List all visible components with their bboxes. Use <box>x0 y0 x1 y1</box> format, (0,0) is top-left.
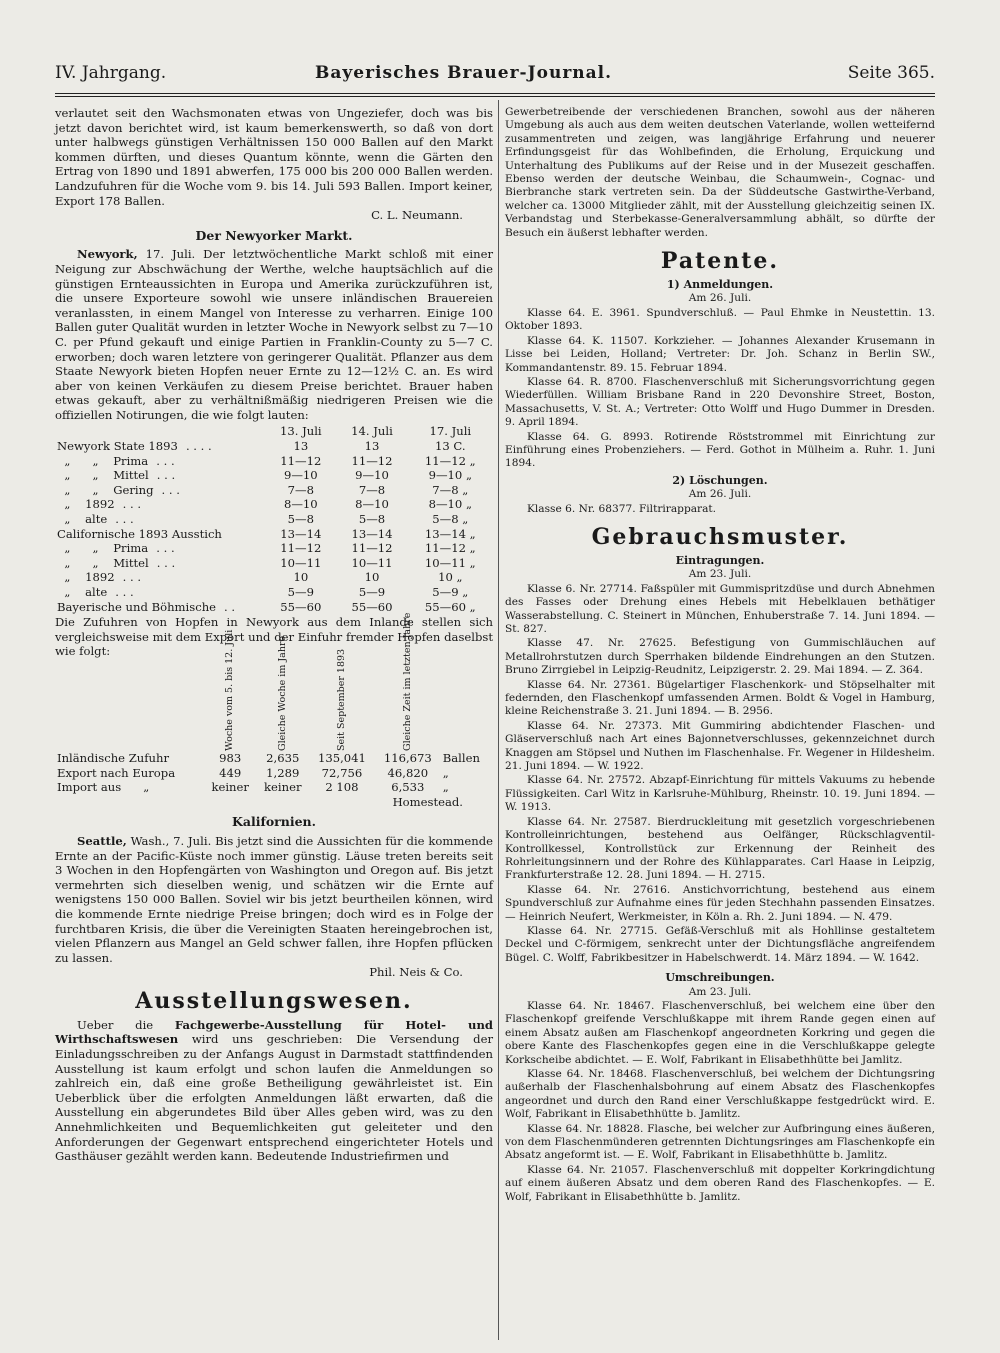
price-row <box>55 454 493 469</box>
supply-table-body <box>55 751 493 795</box>
newyork-heading: Der Newyorker Markt. <box>195 227 353 243</box>
price-row <box>55 527 493 542</box>
exhibition-pre: Ueber die <box>77 1017 175 1032</box>
intro-signature: C. L. Neumann. <box>371 208 463 223</box>
price-row-dots: . . . <box>122 570 142 585</box>
price-value: 10—11 <box>280 555 322 570</box>
registrations-heading: Eintragungen. <box>675 553 765 567</box>
supply-row <box>55 751 493 766</box>
price-row-label: „ „ Prima <box>57 541 149 556</box>
california-heading: Kalifornien. <box>232 814 316 830</box>
column-divider <box>498 100 499 1340</box>
deletions-date: Am 26. Juli. <box>688 488 752 501</box>
supply-unit: „ <box>442 780 449 795</box>
price-row-label-cell <box>55 556 265 571</box>
price-value: 10 <box>293 570 309 585</box>
supply-value: keiner <box>211 780 249 795</box>
transfers-list <box>505 1000 935 1204</box>
price-col-header: 14. Juli <box>351 424 393 439</box>
price-value: 10 „ <box>438 570 463 585</box>
patents-heading: Patente. <box>660 248 780 275</box>
supply-value: 6,533 <box>391 780 425 795</box>
price-row-label-cell <box>55 585 265 600</box>
price-row-label: Newyork State 1893 <box>57 439 178 454</box>
price-row <box>55 468 493 483</box>
supply-row-label: Import aus „ <box>57 780 150 795</box>
supply-col-header: Gleiche Zeit im letzten Jahre <box>401 612 413 751</box>
transfers-date: Am 23. Juli. <box>688 985 752 998</box>
deletions-list <box>505 503 935 516</box>
price-table <box>55 424 493 614</box>
supply-footnote: Homestead. <box>392 794 463 809</box>
patent-entry: Klasse 64. Nr. 27572. Abzapf-Einrichtung für mittels Vakuums zu hebende Flüssigkeiten. Carl Witz in Karlsruhe-Mühlburg, Rheinstr. 10. 19. Juni 1894. — W. 1913. <box>505 774 935 814</box>
price-value: 11—12 <box>280 541 322 556</box>
price-value: 8—10 „ <box>428 497 472 512</box>
registrations-date: Am 23. Juli. <box>688 568 752 581</box>
supply-row-label: Export nach Europa <box>57 765 176 780</box>
applications-date: Am 26. Juli. <box>688 292 752 305</box>
patent-entry: Klasse 64. Nr. 21057. Flaschenverschluß mit doppelter Korkringdichtung auf einem äußeren Absatz und dem oberen Rand des Flaschenkopfes. — E. Wolf, Fabrikant in Elisabethhütte b. Jamlitz. <box>505 1163 935 1203</box>
header-rule-thin <box>55 96 935 97</box>
left-column <box>55 106 493 1164</box>
price-row <box>55 600 493 615</box>
price-row <box>55 585 493 600</box>
supply-col-header: Woche vom 5. bis 12. Juli <box>223 629 235 751</box>
price-value: 11—12 „ <box>424 541 476 556</box>
exhibition-heading: Ausstellungswesen. <box>135 987 413 1014</box>
price-row <box>55 439 493 454</box>
california-lead: Seattle, <box>77 833 127 848</box>
patent-entry: Klasse 64. G. 8993. Rotirende Röststrommel mit Einrichtung zur Einführung eines Probenziehers. — Ferd. Gothot in Mülheim a. Ruhr. 1. Juni 1894. <box>505 430 935 470</box>
supply-intro: Die Zufuhren von Hopfen in Newyork aus dem Inlande stellen sich vergleichsweise mit dem Export und der Einfuhr fremder Hopfen daselbst wie folgt: <box>55 615 493 659</box>
applications-list <box>505 307 935 471</box>
patent-entry: Klasse 64. Nr. 27715. Gefäß-Verschluß mit als Hohllinse gestaltetem Deckel und C-förmigem, senkrecht unter der Dichtungsfläche angreifendem Bügel. C. Wolff, Fabrikbesitzer in Habelschwerdt. 14. März 1894. — W. 1642. <box>505 924 935 964</box>
patent-entry: Klasse 64. Nr. 18468. Flaschenverschluß, bei welchem der Dichtungsring außerhalb der Flaschenhalsbohrung auf einem Absatz des Flaschenkopfes angeordnet und durch den Rand einer Verschlußkappe festgedrückt wird. E. Wolf, Fabrikant in Elisabethhütte b. Jamlitz. <box>505 1068 935 1121</box>
exhibition-paragraph <box>55 1018 493 1164</box>
supply-value: 983 <box>219 750 242 765</box>
price-row-dots: . . . <box>115 512 134 527</box>
newyork-text: 17. Juli. Der letztwöchentliche Markt schloß mit einer Neigung zur Abschwächung der Werthe, welche hauptsächlich auf die günstigen Ernteaussichten in Europa und Amerika zurückzuführen ist, die unsere Exporteure sowohl wie unsere inländischen Brauereien veranlassten, in einem Mangel von Interesse zu verharren. Einige 100 Ballen guter Qualität wurden in letzter Woche in Newyork selbst zu 7—10 C. per Pfund gekauft und einige Partien in Franklin-County zu 5—7 C. erworben; doch waren letztere von geringerer Qualität. Pflanzer aus dem Staate Newyork bieten Hopfen neuer Ernte zu 12—12½ C. an. Es wird aber von keinen Verkäufen zu diesem Preise berichtet. Brauer haben etwas gekauft, aber zu verhältnißmäßig niedrigeren Preisen wie die offiziellen Notirungen, die wie folgt lauten: <box>55 247 493 422</box>
patent-entry: Klasse 64. Nr. 27373. Mit Gummiring abdichtender Flaschen- und Gläserverschluß nach Art eines Bajonnetverschlusses, gekennzeichnet durch Knaggen am Stöpsel und Nuthen im Flaschenhalse. Fr. Wegener in Hildesheim. 21. Juni 1894. — W. 1922. <box>505 719 935 773</box>
price-row-dots: . . . <box>156 468 176 483</box>
price-table-header <box>55 424 493 439</box>
patent-entry: Klasse 64. Nr. 27616. Anstichvorrichtung, bestehend aus einem Spundverschluß zur Aufnahme eines für jeden Stechhahn passenden Einsatzes. — Heinrich Neufert, Werkmeister, in Köln a. Rh. 2. Juni 1894. — N. 479. <box>505 883 935 923</box>
price-row-label: „ „ Mittel <box>57 468 149 483</box>
supply-row <box>55 766 493 781</box>
journal-title: Bayerisches Brauer-Journal. <box>315 63 613 83</box>
price-col-header: 17. Juli <box>429 424 472 439</box>
supply-unit: Ballen <box>442 750 480 765</box>
volume-label: IV. Jahrgang. <box>55 63 167 83</box>
price-value: 11—12 <box>280 453 322 468</box>
supply-value: 116,673 <box>383 750 432 765</box>
price-row <box>55 570 493 585</box>
price-row-dots: . . . . <box>185 439 212 454</box>
patent-entry: Klasse 64. R. 8700. Flaschenverschluß mit Sicherungsvorrichtung gegen Wiederfüllen. William Brisbane Rand in 220 Devonshire Street, Boston, Massachusetts, V. St. A.; Vertreter: Otto Wolff und Hugo Dummer in Dresden. 9. April 1894. <box>505 375 935 429</box>
price-value: 7—8 <box>358 482 386 497</box>
price-value: 13 <box>364 439 380 454</box>
price-row-label: „ „ Mittel <box>57 555 149 570</box>
utility-models-heading: Gebrauchsmuster. <box>591 523 849 550</box>
price-value: 55—60 <box>280 599 322 614</box>
price-row-label: „ 1892 <box>57 570 115 585</box>
price-row-dots: . . . <box>122 497 142 512</box>
newyork-lead: Newyork, <box>77 247 138 262</box>
price-row-label: „ alte <box>57 512 108 527</box>
price-table-body <box>55 439 493 614</box>
price-value: 5—8 <box>287 512 314 527</box>
price-row-label-cell <box>55 497 265 512</box>
price-value: 9—10 <box>283 468 318 483</box>
california-text: Wash., 7. Juli. Bis jetzt sind die Aussichten für die kommende Ernte an der Pacific-Küste noch immer günstig. Läuse treten bereits seit 3 Wochen in den Hopfengärten von Washington und Oregon auf. Bis jetzt vermehrten sich dieselben wenig, und schätzen wir die Ernte auf wenigstens 150 000 Ballen. Soviel wir bis jetzt beurtheilen können, wird die kommende Ernte niedrige Preise bringen; doch wird es in Folge der furchtbaren Krisis, die über die Vereinigten Staaten hereingebrochen ist, vielen Pflanzern aus Mangel an Geld schwer fallen, ihre Hopfen pflücken zu lassen. <box>55 833 493 965</box>
patent-entry: Klasse 64. Nr. 18467. Flaschenverschluß, bei welchem eine über den Flaschenkopf greifende Verschlußkappe mit ihrem Rande gegen einen auf einem Absatz außen am Flaschenkopf angeordneten Korkring und gegen die obere Kante des Flaschenkopfes gegen eine in die Verschlußkappe gelegte Korkscheibe abdichtet. — E. Wolf, Fabrikant in Elisabethhütte bei Jamlitz. <box>505 999 935 1066</box>
exhibition-text: wird uns geschrieben: Die Versendung der Einladungsschreiben zu der Anfangs August in Darmstadt stattfindenden Ausstellung ist kaum erfolgt und schon laufen die Anmeldungen so zahlreich ein, daß eine große Betheiligung gewährleistet ist. Ein Ueberblick über die erfolgten Anmeldungen läßt erwarten, daß die Ausstellung ein abgerundetes Bild über Alles geben wird, was zu den Annehmlichkeiten und Bequemlichkeiten gut geleiteter und den Anforderungen der Gegenwart entsprechend eingerichteter Hotels und Gasthäuser gezählt werden kann. Bedeutende Industriefirmen und <box>55 1032 493 1164</box>
patent-entry: Klasse 64. Nr. 27361. Bügelartiger Flaschenkork- und Stöpselhalter mit federnden, den Flaschenkopf umfassenden Armen. Boldt & Vogel in Hamburg, kleine Reichenstraße 3. 21. Juni 1894. — B. 2956. <box>505 678 935 718</box>
supply-row-label: Inländische Zufuhr <box>57 750 170 765</box>
price-value: 8—10 <box>355 497 389 512</box>
transfers-heading: Umschreibungen. <box>665 971 775 985</box>
price-value: 11—12 <box>351 453 393 468</box>
price-value: 10—11 „ <box>424 555 476 570</box>
price-row-label-cell <box>55 439 265 454</box>
patent-entry: Klasse 6. Nr. 27714. Faßspüler mit Gummispritzdüse und durch Abnehmen des Fasses oder Drehung eines Hebels mit Hebelklauen bethätiger Wasserabstellung. C. Steinert in München, Enhuberstraße 7. 14. Juni 1894. — St. 827. <box>505 582 935 635</box>
price-row-label: „ „ Prima <box>57 453 149 468</box>
price-value: 7—8 <box>287 482 314 497</box>
price-row-label-cell <box>55 541 265 556</box>
price-row-label: Californische 1893 Ausstich <box>57 526 222 541</box>
price-row-label-cell <box>55 468 265 483</box>
applications-heading: 1) Anmeldungen. <box>666 278 774 292</box>
supply-value: 2,635 <box>266 750 300 765</box>
price-value: 11—12 „ <box>424 453 476 468</box>
price-row-label-cell <box>55 570 265 585</box>
patent-entry: Klasse 6. Nr. 68377. Filtrirapparat. <box>527 502 717 515</box>
page-number: Seite 365. <box>847 63 935 83</box>
price-row-label: „ 1892 <box>57 497 115 512</box>
supply-unit: „ <box>442 765 449 780</box>
supply-value: 1,289 <box>266 765 300 780</box>
supply-value: 72,756 <box>321 765 363 780</box>
supply-table-header <box>55 661 493 751</box>
price-value: 11—12 <box>351 541 393 556</box>
supply-col-header: Gleiche Woche im Jahre <box>276 635 288 751</box>
patent-entry: Klasse 64. Nr. 18828. Flasche, bei welcher zur Aufbringung eines äußeren, von dem Flaschenmünderen getrennten Dichtungsringes am Flaschenkopfe ein Absatz angeformt ist. — E. Wolf, Fabrikant in Elisabethhütte b. Jamlitz. <box>505 1122 935 1162</box>
price-value: 5—9 <box>358 585 386 599</box>
price-value: 7—8 „ <box>432 482 469 497</box>
supply-value: 46,820 <box>387 765 429 780</box>
price-row-label-cell <box>55 512 265 527</box>
price-row-dots: . . . <box>156 541 175 556</box>
intro-paragraph: verlautet seit den Wachsmonaten etwas von Ungeziefer, doch was bis jetzt davon berichtet wird, ist kaum bemerkenswerth, so daß von dort unter halbwegs günstigen Verhältnissen 150 000 Ballen auf den Markt kommen dürften, und dieses Quantum könnte, wenn die Gärten den Ertrag von 1890 und 1891 abwerfen, 175 000 bis 200 000 Ballen werden. Landzufuhren für die Woche vom 9. bis 14. Juli 593 Ballen. Import keiner, Export 178 Ballen. <box>55 106 493 208</box>
supply-value: 2 108 <box>325 780 359 795</box>
price-row-dots: . . <box>224 599 236 614</box>
price-row <box>55 483 493 498</box>
price-value: 8—10 <box>283 497 318 512</box>
price-value: 10 <box>364 570 380 585</box>
price-row-dots: . . . <box>156 453 175 468</box>
registrations-list <box>505 583 935 965</box>
patent-entry: Klasse 47. Nr. 27625. Befestigung von Gummischläuchen auf Metallrohrstutzen durch Sperrhaken bildende Eindrehungen an den Stutzen. Bruno Zirrgiebel in Leipzig-Reudnitz, Leipzigerstr. 2. 29. Mai 1894. — Z. 364. <box>505 637 935 677</box>
newyork-paragraph <box>55 247 493 422</box>
price-value: 5—9 <box>287 585 314 599</box>
supply-value: keiner <box>264 780 302 795</box>
price-value: 13 C. <box>434 439 466 454</box>
california-signature: Phil. Neis & Co. <box>369 965 463 980</box>
price-value: 5—8 „ <box>432 512 469 527</box>
continuation-paragraph: Gewerbetreibende der verschiedenen Branchen, sowohl aus der näheren Umgebung als auch aus dem weiten deutschen Vaterlande, wollen wetteifernd zusammentreten und zeigen, was langjährige Erfahrung und neuerer Erfindungsgeist für das Wohlbefinden, die Erholung, Erquickung und Unterhaltung des Publikums auf der Reise und in der Musezeit geschaffen. Ebenso werden der deutsche Weinbau, die Schaumwein-, Cognac- und Bierbranche stark vertreten sein. Da der Süddeutsche Gastwirthe-Verband, welcher ca. 13000 Mitglieder zählt, mit der Ausstellung gleichzeitig seinen IX. Verbandstag und Sterbekasse-Generalversammlung abhält, so dürfte der Besuch ein äußerst lebhafter werden. <box>505 106 935 239</box>
price-value: 10—11 <box>351 555 393 570</box>
right-column <box>505 106 935 1204</box>
price-row <box>55 512 493 527</box>
price-row <box>55 497 493 512</box>
price-value: 9—10 „ <box>428 468 472 483</box>
price-value: 5—8 <box>358 512 386 527</box>
price-row-dots: . . . <box>161 482 180 497</box>
supply-value: 449 <box>219 765 242 780</box>
price-row-dots: . . . <box>156 555 176 570</box>
price-value: 5—9 „ <box>432 585 469 599</box>
price-row-dots: . . . <box>115 585 134 599</box>
supply-value: 135,041 <box>317 750 366 765</box>
price-row-label: Bayerische und Böhmische <box>57 599 217 614</box>
price-value: 13—14 <box>351 526 393 541</box>
price-row-label-cell <box>55 527 265 542</box>
price-value: 13—14 <box>280 526 322 541</box>
header-rule <box>55 93 935 94</box>
price-row-label-cell <box>55 600 265 615</box>
price-row-label: „ alte <box>57 585 108 599</box>
exhibition-bold: Fachgewerbe-Ausstellung für Hotel- und Wirthschaftswesen <box>55 1017 493 1047</box>
price-col-header: 13. Juli <box>279 424 322 439</box>
patent-entry: Klasse 64. K. 11507. Korkzieher. — Johannes Alexander Krusemann in Lisse bei Leiden, Holland; Vertreter: Dr. Joh. Schanz in Berlin SW., Kommandantenstr. 89. 15. Februar 1894. <box>505 334 935 374</box>
price-value: 13—14 „ <box>424 526 476 541</box>
price-row <box>55 541 493 556</box>
price-value: 13 <box>293 439 309 454</box>
price-value: 9—10 <box>355 468 389 483</box>
price-value: 55—60 <box>351 599 393 614</box>
supply-col-header: Seit September 1893 <box>335 648 347 751</box>
price-row <box>55 556 493 571</box>
patent-entry: Klasse 64. E. 3961. Spundverschluß. — Paul Ehmke in Neustettin. 13. Oktober 1893. <box>505 306 935 333</box>
price-row-label-cell <box>55 454 265 469</box>
price-value: 55—60 „ <box>424 599 476 614</box>
price-row-label: „ „ Gering <box>57 482 154 497</box>
price-row-label-cell <box>55 483 265 498</box>
supply-row <box>55 780 493 795</box>
patent-entry: Klasse 64. Nr. 27587. Bierdruckleitung mit gesetzlich vorgeschriebenen Kontrolleinrichtungen, bestehend aus Oelfänger, Rückschlagventil-Kontrollkessel, Kontrollstück zur Erkennung der Reinheit des Rohrleitungsinnern und der Rohre des Kühlapparates. Carl Haase in Leipzig, Frankfurterstraße 12. 28. Juni 1894. — H. 2715. <box>505 815 935 882</box>
page-header <box>55 63 935 90</box>
deletions-heading: 2) Löschungen. <box>672 473 768 487</box>
california-paragraph <box>55 834 493 965</box>
